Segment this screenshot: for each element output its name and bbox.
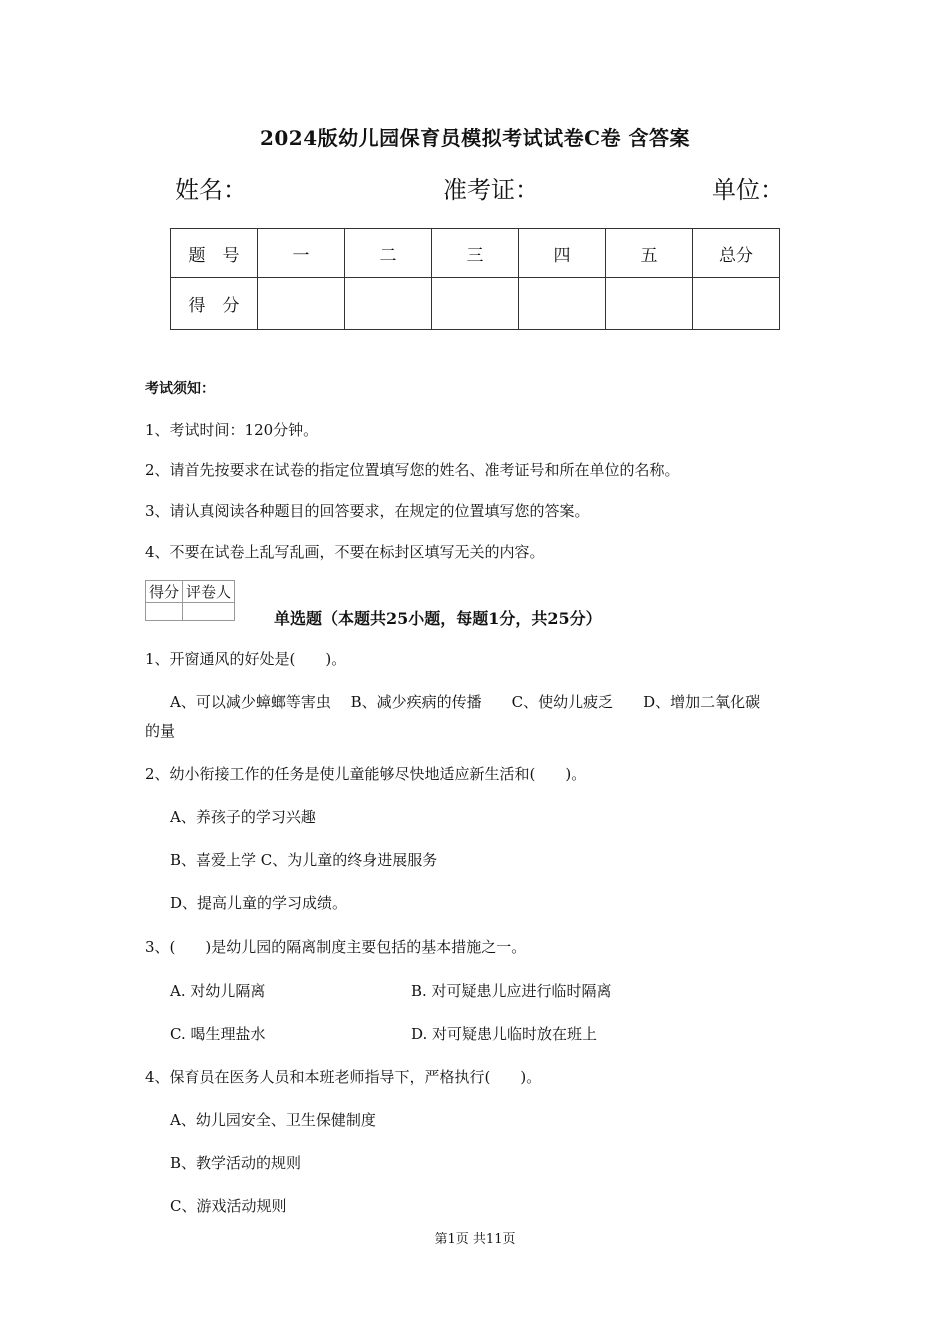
- question-option: B、喜爱上学 C、为儿童的终身进展服务: [170, 851, 438, 869]
- name-field-label: 姓名：: [175, 176, 247, 204]
- question-stem: 4、保育员在医务人员和本班老师指导下，严格执行( )。: [145, 1068, 542, 1086]
- question-option: A. 对幼儿隔离: [170, 982, 266, 1000]
- question-options: A、可以减少蟑螂等害虫 B、减少疾病的传播 C、使幼儿疲乏 D、增加二氧化碳: [170, 693, 761, 711]
- notice-item: 2、请首先按要求在试卷的指定位置填写您的姓名、准考证号和所在单位的名称。: [145, 461, 680, 479]
- score-table-header: 五: [606, 229, 693, 278]
- question-stem: 3、( )是幼儿园的隔离制度主要包括的基本措施之一。: [145, 938, 527, 956]
- notice-item: 1、考试时间：120分钟。: [145, 421, 319, 439]
- page-footer: 第1页 共11页: [434, 1232, 516, 1247]
- notice-item: 4、不要在试卷上乱写乱画，不要在标封区填写无关的内容。: [145, 543, 545, 561]
- question-option: B. 对可疑患儿应进行临时隔离: [411, 982, 612, 1000]
- score-cell: [432, 278, 519, 330]
- score-row-label: 得 分: [171, 278, 258, 330]
- question-stem: 1、开窗通风的好处是( )。: [145, 650, 347, 668]
- question-option: C. 喝生理盐水: [170, 1025, 266, 1043]
- question-option: B、教学活动的规则: [170, 1154, 302, 1172]
- score-table-header: 题 号: [171, 229, 258, 278]
- grader-score-label: 得分: [146, 581, 183, 603]
- score-table: [170, 228, 780, 330]
- grader-name-label: 评卷人: [183, 581, 235, 603]
- unit-field-label: 单位：: [712, 176, 784, 204]
- grader-name-cell: [183, 603, 235, 621]
- score-cell: [693, 278, 780, 330]
- score-cell: [345, 278, 432, 330]
- score-cell: [606, 278, 693, 330]
- score-cell: [258, 278, 345, 330]
- score-table-header: 总分: [693, 229, 780, 278]
- question-option: A、幼儿园安全、卫生保健制度: [170, 1111, 376, 1129]
- question-option: A、养孩子的学习兴趣: [170, 808, 316, 826]
- grader-box: [145, 580, 235, 621]
- question-options-cont: 的量: [145, 722, 176, 740]
- score-cell: [519, 278, 606, 330]
- question-option: D. 对可疑患儿临时放在班上: [411, 1025, 598, 1043]
- score-table-header: 一: [258, 229, 345, 278]
- notice-heading: 考试须知：: [145, 381, 215, 397]
- score-table-header: 二: [345, 229, 432, 278]
- question-option: C、游戏活动规则: [170, 1197, 287, 1215]
- question-option: D、提高儿童的学习成绩。: [170, 894, 348, 912]
- exam-id-field-label: 准考证：: [443, 176, 539, 204]
- notice-item: 3、请认真阅读各种题目的回答要求，在规定的位置填写您的答案。: [145, 502, 590, 520]
- grader-score-cell: [146, 603, 183, 621]
- section-title: 单选题（本题共25小题，每题1分，共25分）: [274, 609, 602, 628]
- score-table-header: 三: [432, 229, 519, 278]
- score-table-header: 四: [519, 229, 606, 278]
- page-title: 2024版幼儿园保育员模拟考试试卷C卷 含答案: [259, 126, 691, 150]
- question-stem: 2、幼小衔接工作的任务是使儿童能够尽快地适应新生活和( )。: [145, 765, 587, 783]
